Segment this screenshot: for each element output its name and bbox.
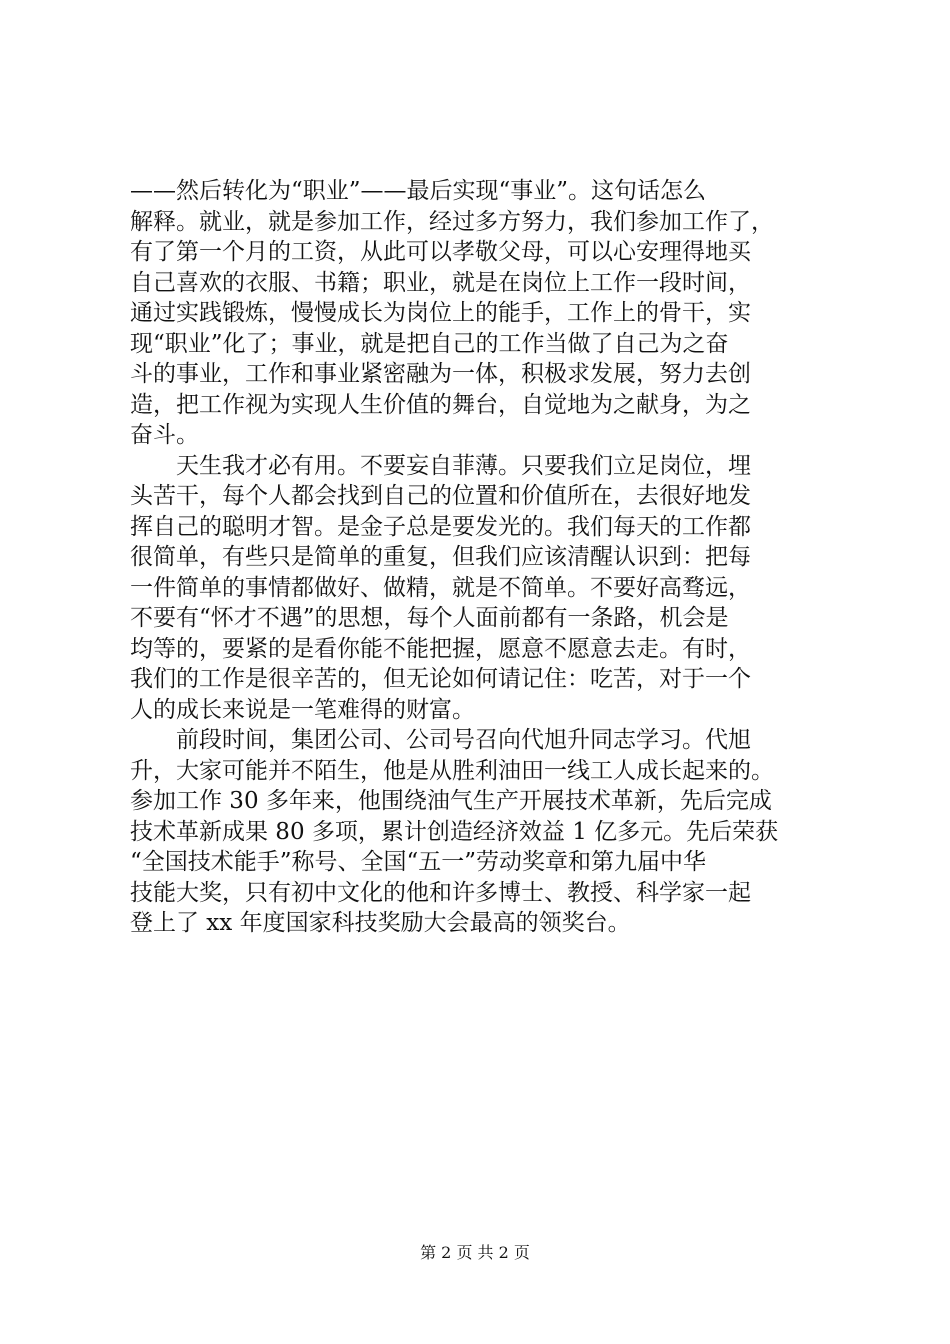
text-line: 斗的事业，工作和事业紧密融为一体，积极求发展，努力去创 — [130, 361, 751, 387]
text-line: 登上了 xx 年度国家科技奖励大会最高的领奖台。 — [130, 910, 631, 936]
text-line: 升，大家可能并不陌生，他是从胜利油田一线工人成长起来的。 — [130, 757, 774, 784]
text-line: 我们的工作是很辛苦的，但无论如何请记住：吃苦，对于一个 — [130, 666, 751, 692]
text-line: 解释。就业，就是参加工作，经过多方努力，我们参加工作了， — [130, 208, 774, 235]
text-line: 头苦干，每个人都会找到自己的位置和价值所在，去很好地发 — [130, 483, 751, 509]
page-footer: 第 2 页 共 2 页 — [420, 1243, 530, 1262]
text-line: 很简单，有些只是简单的重复，但我们应该清醒认识到：把每 — [130, 544, 751, 570]
text-line: ——然后转化为“职业”——最后实现“事业”。这句话怎么 — [130, 178, 707, 204]
text-line: 技能大奖，只有初中文化的他和许多博士、教授、科学家一起 — [130, 879, 751, 906]
text-line: 天生我才必有用。不要妄自菲薄。只要我们立足岗位，埋 — [130, 452, 751, 479]
text-line: 参加工作 30 多年来，他围绕油气生产开展技术革新，先后完成 — [130, 788, 772, 814]
text-line: 奋斗。 — [130, 422, 199, 448]
text-line: 前段时间，集团公司、公司号召向代旭升同志学习。代旭 — [130, 727, 751, 753]
text-line: 技术革新成果 80 多项，累计创造经济效益 1 亿多元。先后荣获 — [130, 818, 779, 845]
text-line: 现“职业”化了；事业，就是把自己的工作当做了自己为之奋 — [130, 330, 729, 357]
text-line: 通过实践锻炼，慢慢成长为岗位上的能手，工作上的骨干，实 — [130, 300, 751, 326]
body-text — [130, 176, 830, 939]
text-line: 自己喜欢的衣服、书籍；职业，就是在岗位上工作一段时间， — [130, 269, 751, 296]
text-line: 一件简单的事情都做好、做精，就是不简单。不要好高骛远， — [130, 574, 751, 601]
text-line: 不要有“怀才不遇”的思想，每个人面前都有一条路，机会是 — [130, 605, 729, 631]
text-line: 挥自己的聪明才智。是金子总是要发光的。我们每天的工作都 — [130, 513, 751, 540]
text-line: 均等的，要紧的是看你能不能把握，愿意不愿意去走。有时， — [130, 635, 751, 662]
text-line: 人的成长来说是一笔难得的财富。 — [130, 696, 475, 723]
text-line: “全国技术能手”称号、全国“五一”劳动奖章和第九届中华 — [130, 849, 707, 875]
text-line: 有了第一个月的工资，从此可以孝敬父母，可以心安理得地买 — [130, 239, 751, 265]
text-line: 造，把工作视为实现人生价值的舞台，自觉地为之献身，为之 — [130, 391, 751, 418]
